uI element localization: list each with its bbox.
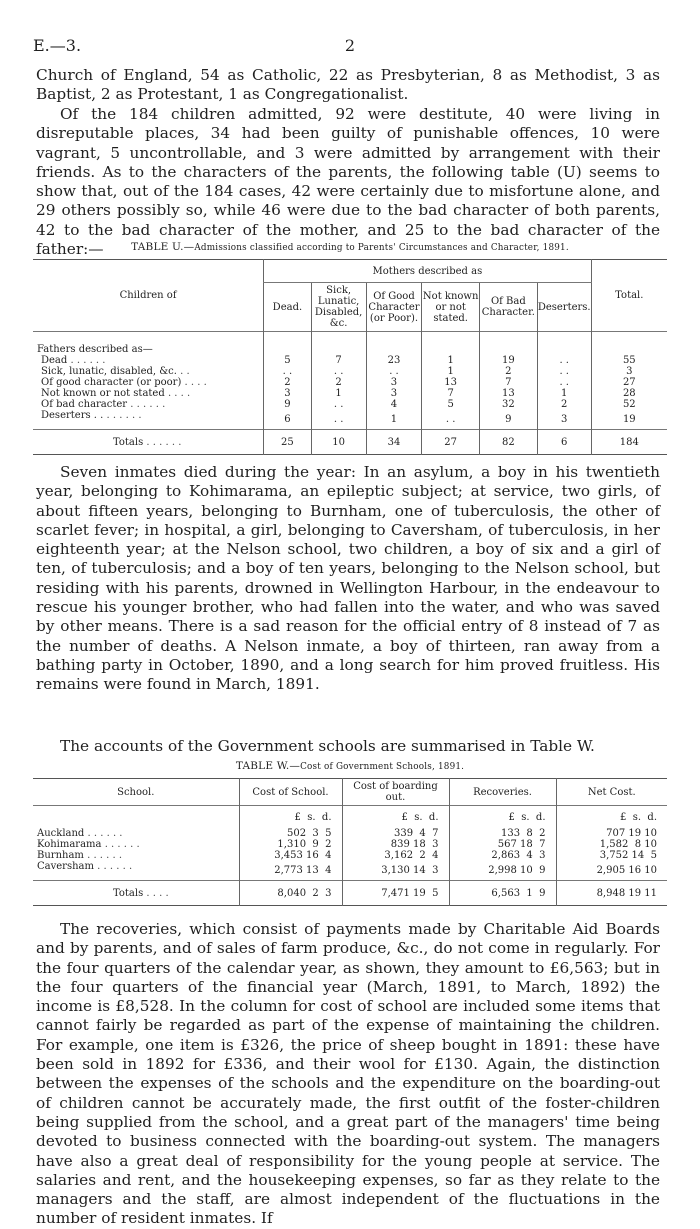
- cell: . .: [311, 366, 366, 377]
- cell: 7: [422, 388, 479, 399]
- col-header-dead: Dead.: [264, 283, 312, 332]
- school-header: School.: [117, 786, 155, 798]
- cell: 3,453 16 4: [239, 850, 342, 861]
- cell: 6,563 1 9: [449, 881, 556, 906]
- col-header-deserters: Deserters.: [537, 283, 591, 332]
- paragraph-3: Seven inmates died during the year: In an asylum, a boy in his twentieth year, belonging to Kohimarama, an epileptic subject; at service, two girls, of about fifteen years, belonging to Burnham, one of tuberculosis, the other of scarlet fever; in hospital, a girl, belonging to Caversham, of tuberculosis, in her eighteenth year; at the Nelson school, two children, a boy of six and a girl of ten, of tuberculosis; and a boy of ten years, belonging to the Nelson school, but residing with his parents, drowned in Wellington Harbour, in the endeavour to rescue his younger brother, who had fallen into the water, and who was saved by other means. There is a sad reason for the official entry of 8 instead of 7 as the number of deaths. A Nelson inmate, a boy of thirteen, ran away from a bathing party in October, 1890, and a long search for him proved fruitless. His remains were found in March, 1891.: [36, 463, 660, 694]
- school-name: Caversham: [37, 861, 94, 872]
- cell: 34: [366, 430, 422, 455]
- row-label: Of good character (or poor): [41, 377, 182, 388]
- leader-dots: . . . . . .: [87, 850, 123, 861]
- col-header-bad: Of Bad Character.: [479, 283, 537, 332]
- cell: 2: [311, 377, 366, 388]
- cell: 2: [537, 399, 591, 410]
- leader-dots: . . . . . .: [106, 410, 142, 421]
- children-of-header: Children of: [119, 290, 177, 301]
- table-row: [33, 366, 667, 377]
- cell: 19: [479, 355, 537, 366]
- table-u: [33, 259, 667, 455]
- leader-dots: . . . .: [146, 887, 169, 899]
- paragraph-5: The recoveries, which consist of payments made by Charitable Aid Boards and by parents, and of sales of farm produce, &c., do not come in regularly. For the four quarters of the calendar year, as shown, they amount to £6,563; but in the four quarters of the financial year (March, 1891, to March, 1892) the income is £8,528. In the column for cost of school are included some items that cannot fairly be regarded as part of the expense of maintaining the children. For example, one item is £326, the price of sheep bought in 1891: these have been sold in 1892 for £336, and their wool for £130. Again, the distinction between the expenses of the schools and the expenditure on the boarding-out of children cannot be accurately made, the first outfit of the foster-children being supplied from the school, and a great part of the managers' time being devoted to business connected with the boarding-out system. The managers have also a great deal of responsibility for the young people at service. The salaries and rent, and the housekeeping expenses, so far as they relate to the managers and the staff, are almost independent of the fluctuations in the number of resident inmates. If: [36, 920, 660, 1228]
- cell: 82: [479, 430, 537, 455]
- cell: 32: [479, 399, 537, 410]
- col-header-unknown: Not known or not stated.: [422, 283, 479, 332]
- table-w-caption-text: Cost of Government Schools, 1891.: [300, 762, 465, 772]
- units-label: £ s. d.: [239, 806, 342, 829]
- paragraph-4: The accounts of the Government schools are summarised in Table W.: [60, 737, 595, 755]
- cell: 3,130 14 3: [342, 861, 449, 881]
- table-row: [33, 850, 667, 861]
- leader-dots: . . . .: [184, 377, 207, 388]
- cell: 184: [591, 430, 667, 455]
- cell: 5: [264, 355, 312, 366]
- cell: 1: [366, 410, 422, 430]
- cell: 9: [264, 399, 312, 410]
- cell: 2: [264, 377, 312, 388]
- cost-school-header: Cost of School.: [239, 779, 342, 806]
- table-row: [33, 399, 667, 410]
- cell: 3,162 2 4: [342, 850, 449, 861]
- table-u-caption: [0, 241, 700, 253]
- cell: 339 4 7: [342, 828, 449, 839]
- row-label: Sick, lunatic, disabled, &c.: [41, 366, 177, 377]
- cell: 6: [264, 410, 312, 430]
- cell: 7: [479, 377, 537, 388]
- school-name: Auckland: [37, 828, 85, 839]
- school-name: Kohimarama: [37, 839, 102, 850]
- totals-row: [33, 430, 667, 455]
- leader-dots: . . . . . .: [104, 839, 140, 850]
- cell: . .: [366, 366, 422, 377]
- cell: . .: [537, 377, 591, 388]
- cell: 55: [591, 355, 667, 366]
- cell: . .: [537, 366, 591, 377]
- cell: 27: [422, 430, 479, 455]
- cell: 52: [591, 399, 667, 410]
- cost-boarding-header: Cost of boarding out.: [342, 779, 449, 806]
- cell: 1: [422, 355, 479, 366]
- school-name: Burnham: [37, 850, 84, 861]
- leader-dots: . . . . . .: [87, 828, 123, 839]
- cell: 3: [366, 377, 422, 388]
- cell: 133 8 2: [449, 828, 556, 839]
- cell: 2: [479, 366, 537, 377]
- cell: . .: [264, 366, 312, 377]
- cell: 9: [479, 410, 537, 430]
- row-label: Deserters . .: [41, 410, 104, 421]
- cell: 3: [537, 410, 591, 430]
- cell: 3: [264, 388, 312, 399]
- row-label: Not known or not stated: [41, 388, 165, 399]
- table-w: [33, 778, 667, 906]
- table-row: [33, 861, 667, 881]
- table-row: [33, 828, 667, 839]
- recoveries-header: Recoveries.: [449, 779, 556, 806]
- cell: 1: [537, 388, 591, 399]
- cell: 567 18 7: [449, 839, 556, 850]
- units-label: £ s. d.: [556, 806, 667, 829]
- cell: 4: [366, 399, 422, 410]
- cell: 25: [264, 430, 312, 455]
- mothers-described-header: Mothers described as: [264, 260, 591, 283]
- cell: 13: [479, 388, 537, 399]
- totals-label: Totals: [113, 887, 144, 899]
- cell: 13: [422, 377, 479, 388]
- leader-dots: . . . . . .: [97, 861, 133, 872]
- leader-dots: . .: [180, 366, 190, 377]
- leader-dots: . . . . . .: [70, 355, 106, 366]
- cell: 23: [366, 355, 422, 366]
- cell: 7,471 19 5: [342, 881, 449, 906]
- paragraph-1: Church of England, 54 as Catholic, 22 as Presbyterian, 8 as Methodist, 3 as Baptist, 2 as Protestant, 1 as Congregationalist.: [36, 66, 660, 104]
- cell: . .: [537, 355, 591, 366]
- table-u-caption-text: Admissions classified according to Parents' Circumstances and Character, 1891.: [194, 243, 569, 253]
- table-row: [33, 377, 667, 388]
- table-u-caption-prefix: TABLE U.—: [131, 241, 195, 253]
- cell: 3: [591, 366, 667, 377]
- table-w-caption-prefix: TABLE W.—: [235, 760, 301, 772]
- col-header-good: Of Good Character (or Poor).: [366, 283, 422, 332]
- row-label: Of bad character: [41, 399, 128, 410]
- cell: 19: [591, 410, 667, 430]
- total-header: Total.: [591, 260, 667, 332]
- units-label: £ s. d.: [449, 806, 556, 829]
- cell: 8,948 19 11: [556, 881, 667, 906]
- cell: 1: [422, 366, 479, 377]
- totals-row: [33, 881, 667, 906]
- cell: 6: [537, 430, 591, 455]
- document-reference: E.—3.: [33, 36, 82, 55]
- fathers-heading: Fathers described as—: [37, 344, 153, 355]
- cell: 3,752 14 5: [556, 850, 667, 861]
- cell: 3: [366, 388, 422, 399]
- cell: 502 3 5: [239, 828, 342, 839]
- row-label: Dead: [41, 355, 68, 366]
- cell: 2,998 10 9: [449, 861, 556, 881]
- table-row: [33, 388, 667, 399]
- cell: 839 18 3: [342, 839, 449, 850]
- units-label: £ s. d.: [342, 806, 449, 829]
- cell: . .: [311, 399, 366, 410]
- net-cost-header: Net Cost.: [556, 779, 667, 806]
- totals-label: Totals: [113, 436, 144, 448]
- table-row: [33, 839, 667, 850]
- cell: 707 19 10: [556, 828, 667, 839]
- cell: 2,863 4 3: [449, 850, 556, 861]
- cell: 1,310 9 2: [239, 839, 342, 850]
- leader-dots: . . . . . .: [130, 399, 166, 410]
- col-header-sick: Sick, Lunatic, Disabled, &c.: [311, 283, 366, 332]
- cell: 2,905 16 10: [556, 861, 667, 881]
- cell: . .: [311, 410, 366, 430]
- leader-dots: . . . .: [167, 388, 191, 399]
- page-number: 2: [344, 36, 356, 55]
- cell: 7: [311, 355, 366, 366]
- table-w-caption: [0, 760, 700, 772]
- paragraph-2: Of the 184 children admitted, 92 were destitute, 40 were living in disreputable places, 34 had been guilty of punishable offences, 10 were vagrant, 5 uncontrollable, and 3 were admitted by arrangement with their friends. As to the characters of the parents, the following table (U) seems to show that, out of the 184 cases, 42 were certainly due to misfortune alone, and 29 others possibly so, while 46 were due to the bad character of both parents, 42 to the bad character of the mother, and 25 to the bad character of the father:—: [36, 105, 660, 259]
- cell: 2,773 13 4: [239, 861, 342, 881]
- cell: 8,040 2 3: [239, 881, 342, 906]
- leader-dots: . . . . . .: [146, 436, 182, 448]
- cell: 5: [422, 399, 479, 410]
- cell: 28: [591, 388, 667, 399]
- cell: 1: [311, 388, 366, 399]
- cell: 27: [591, 377, 667, 388]
- cell: 10: [311, 430, 366, 455]
- cell: . .: [422, 410, 479, 430]
- table-row: [33, 410, 667, 430]
- table-row: [33, 355, 667, 366]
- page-header: [33, 36, 667, 56]
- cell: 1,582 8 10: [556, 839, 667, 850]
